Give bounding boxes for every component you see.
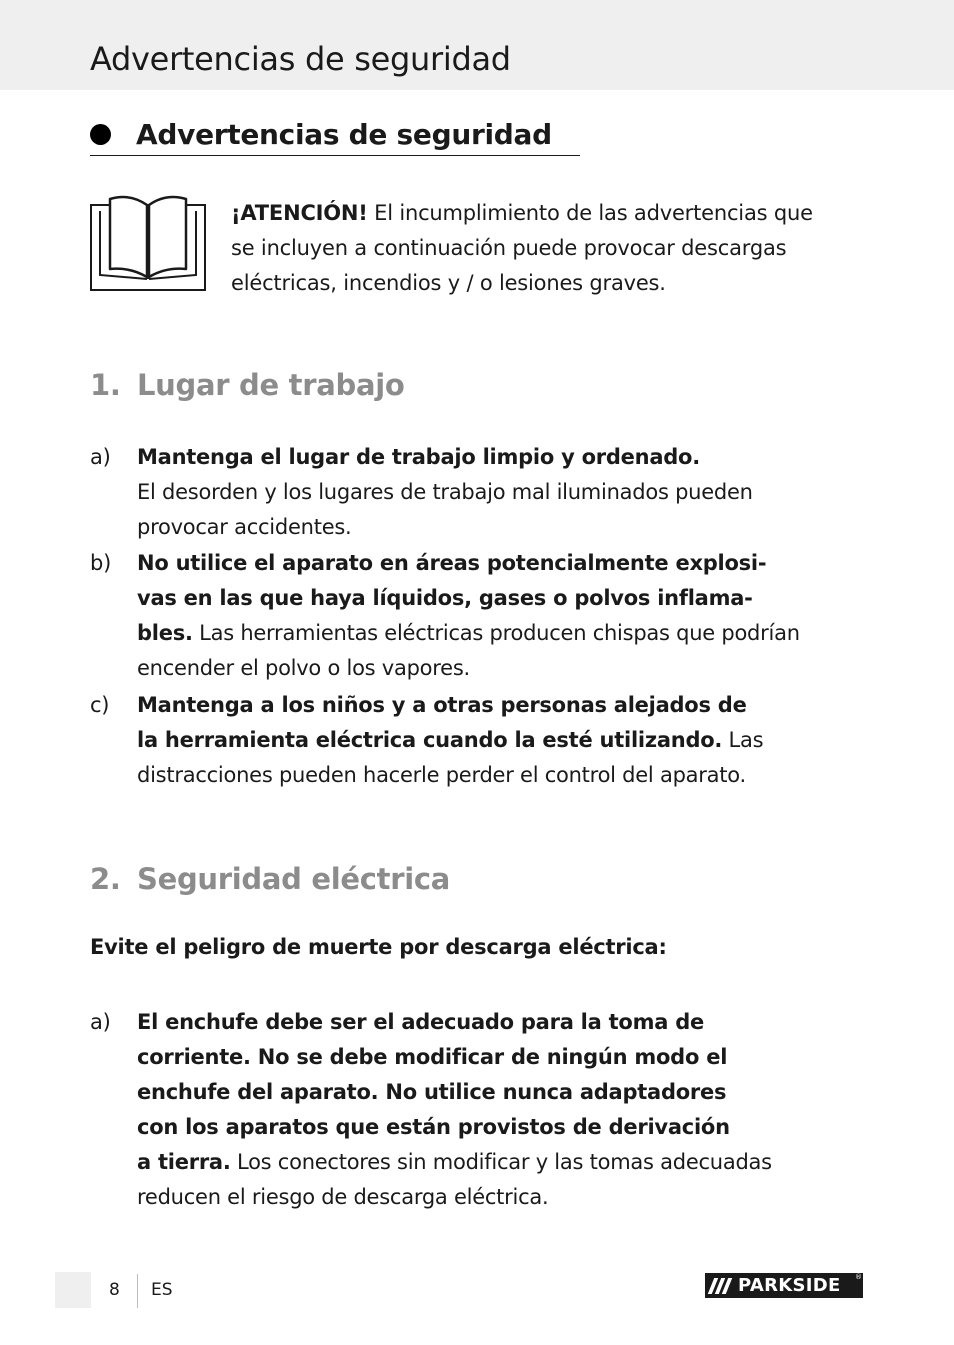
list-item-label: a) <box>90 445 111 469</box>
footer-marker-box <box>55 1272 91 1308</box>
heading-electrical <box>90 862 450 896</box>
heading-electrical-title: Seguridad eléctrica <box>137 862 451 896</box>
heading-electrical-number: 2. <box>90 862 121 896</box>
list-item-text-line: encender el polvo o los vapores. <box>137 656 470 680</box>
logo-stripes-icon <box>711 1278 732 1294</box>
list-item-label: a) <box>90 1010 111 1034</box>
list-item-label: c) <box>90 693 110 717</box>
list-item-text-line: distracciones pueden hacerle perder el control del aparato. <box>137 763 746 787</box>
list-item-text-line: provocar accidentes. <box>137 515 352 539</box>
section-heading <box>90 118 580 156</box>
list-item-bold-line: Mantenga el lugar de trabajo limpio y ordenado. <box>137 445 700 469</box>
list-item-bold-tail: bles. <box>137 621 193 645</box>
list-item-electrical-a <box>90 1005 870 1215</box>
list-item-bold-line: El enchufe debe ser el adecuado para la toma de <box>137 1010 704 1034</box>
list-item-bold-line: enchufe del aparato. No utilice nunca adaptadores <box>137 1080 727 1104</box>
heading-work-area <box>90 368 405 402</box>
list-item-work-c <box>90 688 870 793</box>
list-item-label: b) <box>90 551 112 575</box>
list-item-text-line: reducen el riesgo de descarga eléctrica. <box>137 1185 549 1209</box>
footer-page-number: 8 <box>109 1280 120 1300</box>
footer-language: ES <box>151 1280 173 1300</box>
list-item-bold-tail: la herramienta eléctrica cuando la esté utilizando. <box>137 728 723 752</box>
list-item-bold-line: con los aparatos que están provistos de derivación <box>137 1115 730 1139</box>
warning-label: ¡ATENCIÓN! <box>231 201 368 225</box>
list-item-text-head: Las <box>722 728 764 752</box>
parkside-logo <box>705 1273 863 1298</box>
warning-line2: se incluyen a continuación puede provocar descargas <box>231 236 787 260</box>
heading-work-area-number: 1. <box>90 368 121 402</box>
electrical-intro: Evite el peligro de muerte por descarga eléctrica: <box>90 935 667 959</box>
list-item-text-head: Las herramientas eléctricas producen chispas que podrían <box>192 621 800 645</box>
list-item-work-a <box>90 440 870 545</box>
list-item-bold-line: No utilice el aparato en áreas potencialmente explosi- <box>137 551 767 575</box>
page-header-title: Advertencias de seguridad <box>90 40 511 78</box>
list-item-bold-line: corriente. No se debe modificar de ningún modo el <box>137 1045 728 1069</box>
heading-work-area-title: Lugar de trabajo <box>137 368 405 402</box>
list-item-work-b <box>90 546 870 686</box>
logo-registered-mark: ® <box>855 1273 862 1281</box>
warning-line1: El incumplimiento de las advertencias que <box>367 201 813 225</box>
list-item-bold-tail: a tierra. <box>137 1150 231 1174</box>
list-item-text-head: Los conectores sin modificar y las tomas adecuadas <box>230 1150 772 1174</box>
list-item-bold-line: vas en las que haya líquidos, gases o polvos inflama- <box>137 586 753 610</box>
open-book-icon <box>90 193 206 291</box>
section-heading-text: Advertencias de seguridad <box>136 118 552 151</box>
list-item-text-line: El desorden y los lugares de trabajo mal iluminados pueden <box>137 480 753 504</box>
logo-text: PARKSIDE <box>738 1275 841 1296</box>
warning-paragraph <box>231 196 871 301</box>
list-item-bold-line: Mantenga a los niños y a otras personas alejados de <box>137 693 747 717</box>
warning-line3: eléctricas, incendios y / o lesiones graves. <box>231 271 666 295</box>
bullet-dot-icon <box>90 124 111 145</box>
footer-divider <box>137 1274 138 1308</box>
